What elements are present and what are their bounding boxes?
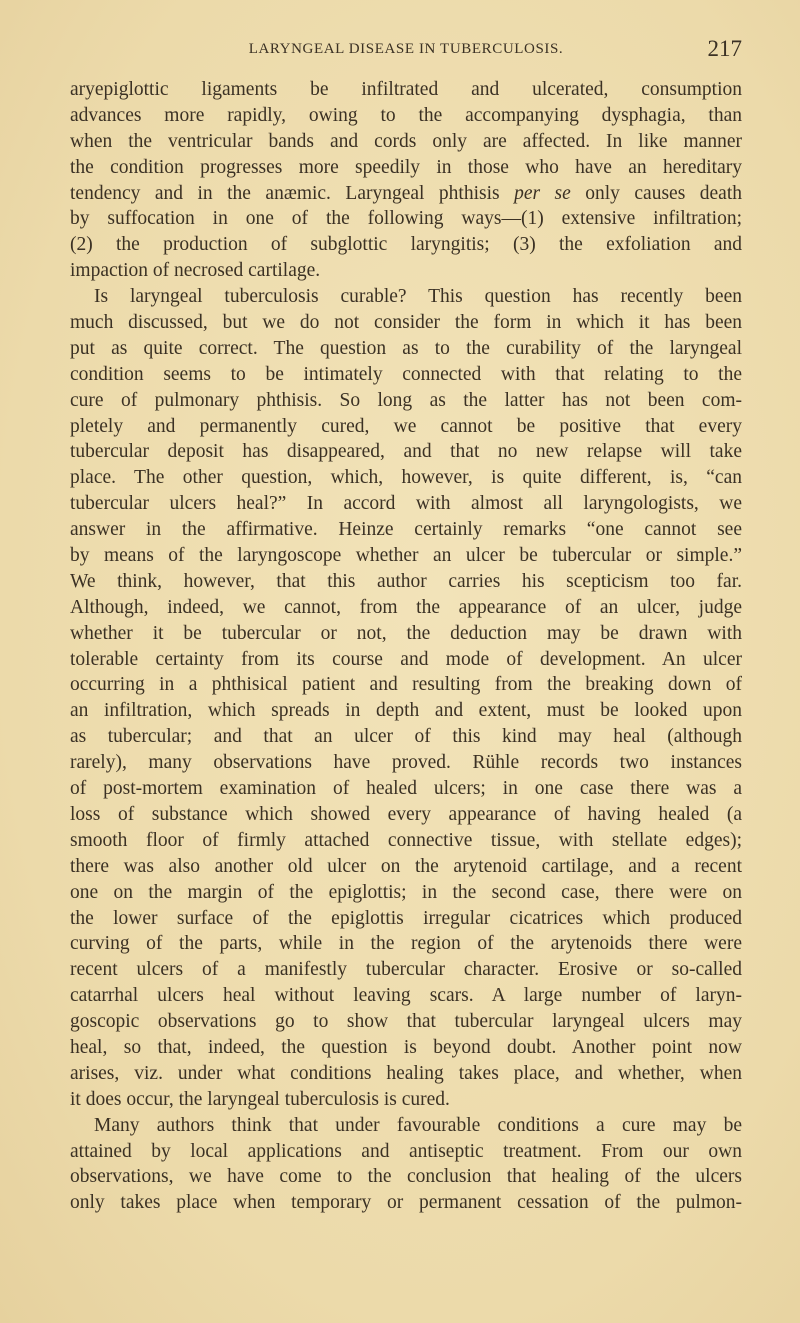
- running-title: LARYNGEAL DISEASE IN TUBERCULOSIS.: [248, 41, 564, 57]
- text-line: observations, we have come to the conclusion that healing of the ulcers: [70, 1166, 742, 1188]
- text-line: curving of the parts, while in the region of the arytenoids there were: [70, 933, 742, 955]
- text-line: put as quite correct. The question as to the curability of the laryngeal: [70, 337, 742, 359]
- text-line: cure of pulmonary phthisis. So long as the latter has not been com-: [70, 389, 742, 411]
- text-line: advances more rapidly, owing to the accompanying dysphagia, than: [70, 104, 742, 126]
- text-line: tubercular ulcers heal?” In accord with almost all laryngologists, we: [70, 493, 742, 515]
- text-line: Many authors think that under favourable conditions a cure may be: [94, 1114, 742, 1136]
- text-line: We think, however, that this author carries his scepticism too far.: [70, 570, 742, 592]
- text-line: by means of the laryngoscope whether an ulcer be tubercular or simple.”: [70, 545, 742, 567]
- text-line: condition seems to be intimately connected with that relating to the: [70, 363, 742, 385]
- body-text: [70, 77, 742, 1216]
- text-line: by suffocation in one of the following ways—(1) extensive infiltration;: [70, 208, 742, 230]
- text-line: rarely), many observations have proved. Rühle records two instances: [70, 752, 742, 774]
- text-line: the lower surface of the epiglottis irregular cicatrices which produced: [70, 907, 742, 929]
- text-line: (2) the production of subglottic laryngitis; (3) the exfoliation and: [70, 234, 742, 256]
- text-line: an infiltration, which spreads in depth and extent, must be looked upon: [70, 700, 742, 722]
- text-line: the condition progresses more speedily in those who have an hereditary: [70, 156, 742, 178]
- text-line: arises, viz. under what conditions healing takes place, and whether, when: [70, 1062, 742, 1084]
- text-line: it does occur, the laryngeal tuberculosis is cured.: [70, 1088, 450, 1110]
- text-line: goscopic observations go to show that tubercular laryngeal ulcers may: [70, 1011, 742, 1033]
- text-line: of post-mortem examination of healed ulcers; in one case there was a: [70, 778, 742, 800]
- text-line: Is laryngeal tuberculosis curable? This question has recently been: [94, 286, 742, 308]
- text-line: tendency and in the anæmic. Laryngeal phthisis per se only causes death: [70, 182, 742, 204]
- text-line: answer in the affirmative. Heinze certainly remarks “one cannot see: [70, 519, 742, 541]
- text-line: Although, indeed, we cannot, from the appearance of an ulcer, judge: [70, 596, 742, 618]
- text-line: loss of substance which showed every appearance of having healed (a: [70, 803, 742, 825]
- text-line: one on the margin of the epiglottis; in the second case, there were on: [70, 881, 742, 903]
- text-line: as tubercular; and that an ulcer of this kind may heal (although: [70, 726, 742, 748]
- text-line: place. The other question, which, however, is quite different, is, “can: [70, 467, 742, 489]
- text-line: catarrhal ulcers heal without leaving scars. A large number of laryn-: [70, 985, 742, 1007]
- text-line: smooth floor of firmly attached connective tissue, with stellate edges);: [70, 829, 742, 851]
- text-line: impaction of necrosed cartilage.: [70, 260, 321, 282]
- text-line: tolerable certainty from its course and mode of development. An ulcer: [70, 648, 742, 670]
- text-line: only takes place when temporary or permanent cessation of the pulmon-: [70, 1192, 742, 1214]
- text-line: much discussed, but we do not consider the form in which it has been: [70, 312, 742, 334]
- text-line: pletely and permanently cured, we cannot be positive that every: [70, 415, 742, 437]
- text-line: recent ulcers of a manifestly tubercular character. Erosive or so-called: [70, 959, 742, 981]
- text-line: when the ventricular bands and cords only are affected. In like manner: [70, 130, 742, 152]
- page-number: 217: [707, 36, 742, 61]
- text-line: tubercular deposit has disappeared, and that no new relapse will take: [70, 441, 742, 463]
- text-line: occurring in a phthisical patient and resulting from the breaking down of: [70, 674, 742, 696]
- page-header: [70, 36, 742, 62]
- text-line: heal, so that, indeed, the question is beyond doubt. Another point now: [70, 1036, 742, 1058]
- text-line: there was also another old ulcer on the arytenoid cartilage, and a recent: [70, 855, 742, 877]
- text-line: whether it be tubercular or not, the deduction may be drawn with: [70, 622, 742, 644]
- text-line: aryepiglottic ligaments be infiltrated and ulcerated, consumption: [70, 79, 742, 100]
- text-line: attained by local applications and antiseptic treatment. From our own: [70, 1140, 742, 1162]
